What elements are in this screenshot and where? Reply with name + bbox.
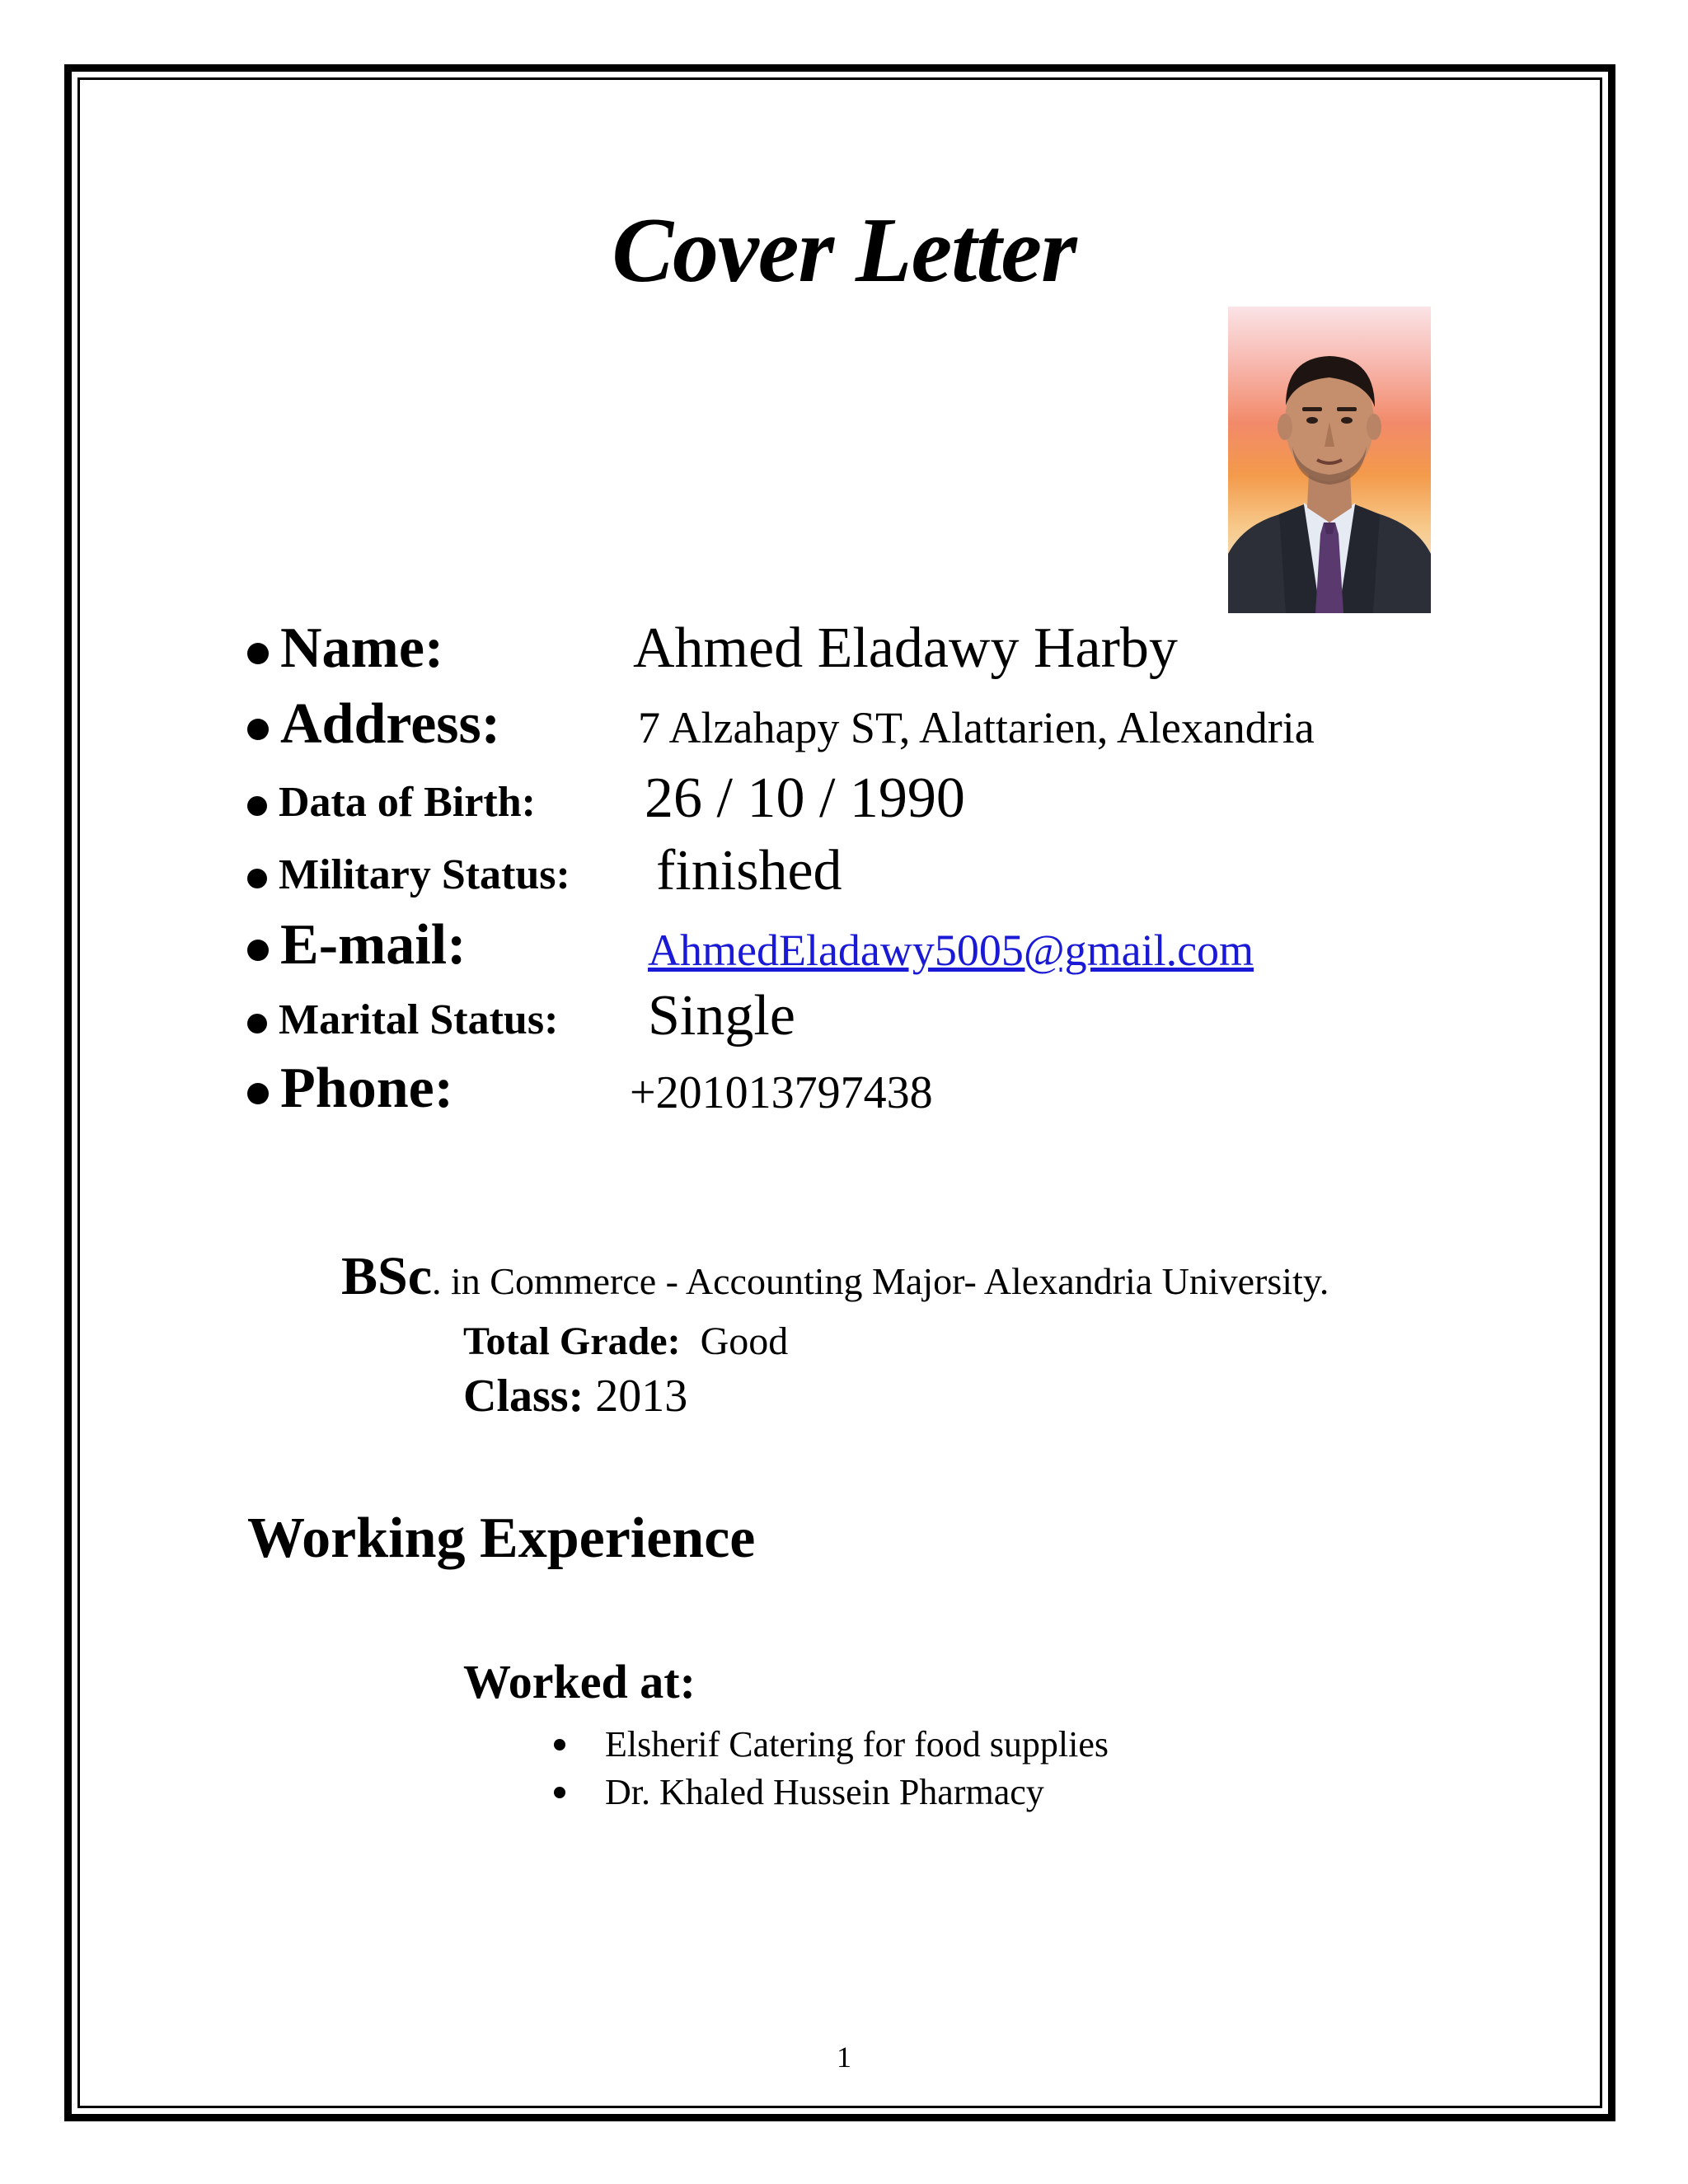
birth-label: Data of Birth: — [279, 779, 536, 826]
military-value: finished — [656, 839, 842, 902]
workplace-list — [554, 1721, 1109, 1816]
bullet-icon — [247, 1083, 269, 1104]
phone-value: +201013797438 — [630, 1067, 933, 1118]
list-item: Elsherif Catering for food supplies — [554, 1721, 1109, 1769]
bullet-icon — [247, 796, 267, 816]
bullet-icon — [247, 1014, 267, 1033]
bullet-icon — [247, 940, 269, 961]
email-label: E-mail: — [280, 913, 467, 977]
bullet-icon — [247, 869, 267, 888]
address-label: Address: — [280, 692, 501, 756]
address-value: 7 Alzahapy ST, Alattarien, Alexandria — [638, 703, 1315, 752]
worked-at-label: Worked at: — [463, 1655, 696, 1708]
degree-abbr: BSc — [341, 1246, 433, 1306]
page-number: 1 — [837, 2041, 851, 2074]
document-title: Cover Letter — [612, 199, 1076, 302]
experience-heading: Working Experience — [247, 1507, 756, 1570]
phone-label: Phone: — [280, 1057, 453, 1120]
name-value: Ahmed Eladawy Harby — [633, 616, 1178, 680]
portrait-image — [1228, 307, 1431, 613]
marital-label: Marital Status: — [279, 996, 559, 1043]
list-item: Dr. Khaled Hussein Pharmacy — [554, 1769, 1109, 1816]
grade-label: Total Grade: — [463, 1319, 681, 1363]
education-class — [463, 1371, 688, 1422]
marital-value: Single — [648, 984, 795, 1047]
degree-description: . in Commerce - Accounting Major- Alexandria University. — [432, 1260, 1329, 1302]
name-label: Name: — [280, 616, 444, 680]
class-label: Class: — [463, 1371, 584, 1422]
education-degree — [341, 1246, 1329, 1306]
bullet-icon — [247, 719, 269, 740]
email-link[interactable]: AhmedEladawy5005@gmail.com — [648, 926, 1254, 975]
grade-value: Good — [700, 1319, 789, 1363]
military-label: Military Status: — [279, 851, 570, 898]
bullet-icon — [247, 643, 269, 664]
birth-value: 26 / 10 / 1990 — [645, 766, 965, 830]
class-value: 2013 — [595, 1371, 688, 1422]
portrait-photo — [1228, 307, 1431, 613]
education-grade — [463, 1319, 789, 1363]
